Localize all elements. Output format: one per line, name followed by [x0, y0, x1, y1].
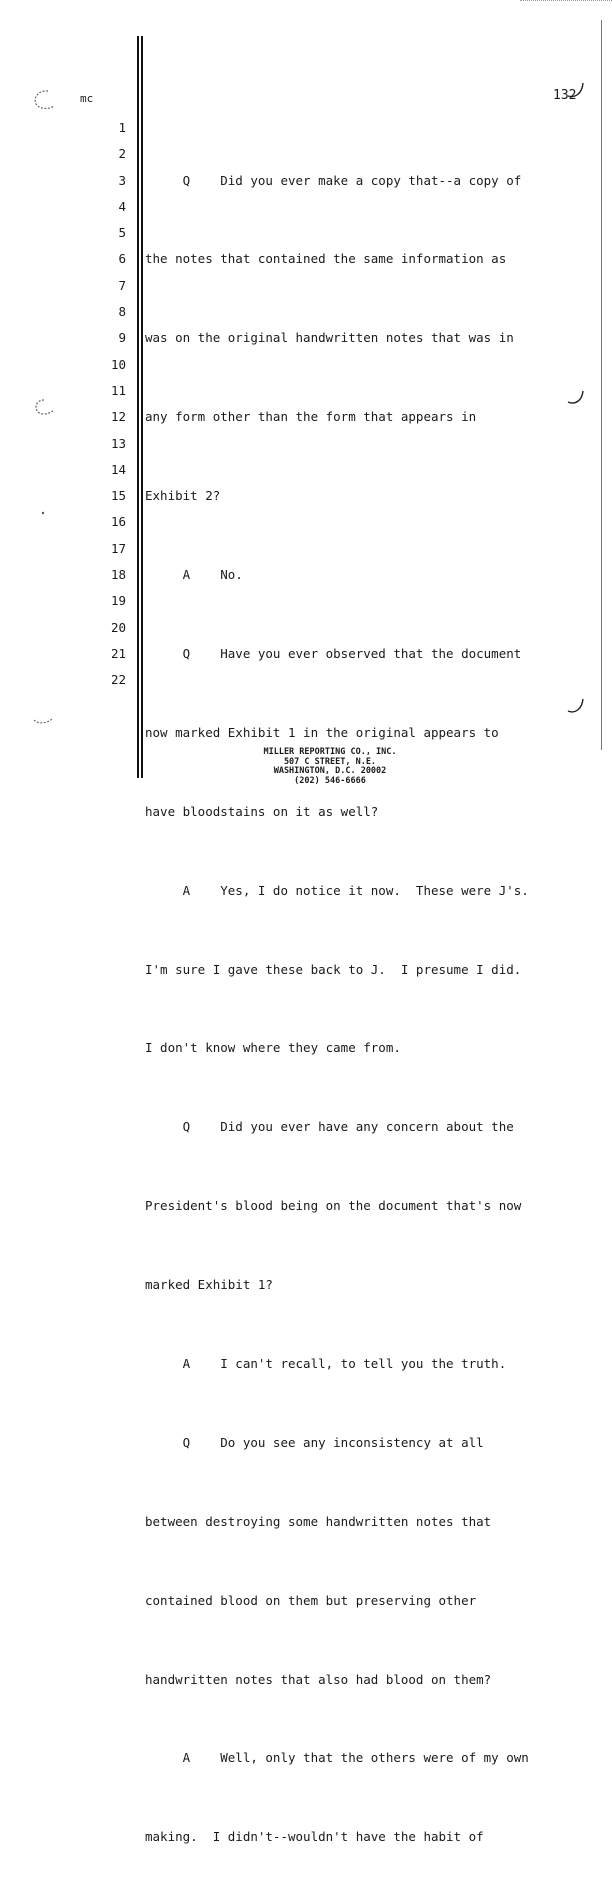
- transcript-line: I don't know where they came from.: [145, 1040, 401, 1056]
- page-corner-curl-middle: [565, 388, 587, 408]
- transcript-line: Exhibit 2?: [145, 488, 221, 504]
- line-number: 10: [110, 356, 126, 372]
- transcript-line: between destroying some handwritten notes that: [145, 1513, 492, 1529]
- transcript-line: was on the original handwritten notes that was in: [145, 330, 514, 346]
- transcript-line: have bloodstains on it as well?: [145, 803, 379, 819]
- transcript-line: Q Did you ever make a copy that--a copy of: [145, 172, 522, 188]
- transcript-line: handwritten notes that also had blood on them?: [145, 1671, 492, 1687]
- line-number: 11: [110, 382, 126, 398]
- transcript-line: Q Did you ever have any concern about the: [145, 1119, 514, 1135]
- transcript-line: marked Exhibit 1?: [145, 1277, 273, 1293]
- transcript-line: A Yes, I do notice it now. These were J's.: [145, 882, 529, 898]
- speck-mark: [40, 510, 46, 516]
- binder-hole-mark-top: [30, 88, 60, 112]
- transcript-line: now marked Exhibit 1 in the original appears to: [145, 724, 499, 740]
- line-number: 2: [118, 146, 126, 162]
- line-number-column: [102, 115, 126, 694]
- line-number: 17: [110, 540, 126, 556]
- line-number: 3: [118, 172, 126, 188]
- line-number: 6: [118, 251, 126, 267]
- line-number: 16: [110, 514, 126, 530]
- reporter-initials: mc: [80, 92, 94, 105]
- line-number: 4: [118, 198, 126, 214]
- scan-top-edge: [520, 0, 612, 4]
- line-number: 19: [110, 593, 126, 609]
- binder-hole-mark-middle: [30, 396, 60, 420]
- right-margin-rule: [601, 20, 602, 750]
- transcript-line: A No.: [145, 567, 243, 583]
- transcript-line: contained blood on them but preserving other: [145, 1592, 477, 1608]
- line-number: 5: [118, 225, 126, 241]
- line-number: 14: [110, 461, 126, 477]
- footer-street: 507 C STREET, N.E.: [283, 756, 377, 767]
- footer-phone: (202) 546-6666: [294, 775, 366, 786]
- transcript-line: President's blood being on the document that's now: [145, 1198, 522, 1214]
- transcript-line: A Well, only that the others were of my own: [145, 1750, 529, 1766]
- reporting-company-footer: [240, 748, 420, 786]
- left-margin-rule: [137, 36, 139, 778]
- line-number: 7: [118, 277, 126, 293]
- line-number: 15: [110, 488, 126, 504]
- footer-city: WASHINGTON, D.C. 20002: [273, 766, 387, 776]
- transcript-line: the notes that contained the same information as: [145, 251, 507, 267]
- transcript-line: any form other than the form that appears in: [145, 409, 477, 425]
- line-number: 9: [118, 330, 126, 346]
- transcript-text: [145, 115, 529, 1877]
- transcript-line: making. I didn't--wouldn't have the habit of: [145, 1829, 484, 1845]
- line-number: 12: [110, 409, 126, 425]
- line-number: 22: [110, 672, 126, 688]
- page-corner-curl-bottom: [565, 696, 587, 716]
- line-number: 1: [118, 120, 126, 135]
- transcript-line: I'm sure I gave these back to J. I presume I did.: [145, 961, 522, 977]
- line-number: 21: [110, 645, 126, 661]
- transcript-line: Q Do you see any inconsistency at all: [145, 1434, 484, 1450]
- page-number: 132: [553, 88, 577, 103]
- line-number: 13: [110, 435, 126, 451]
- transcript-line: A I can't recall, to tell you the truth.: [145, 1355, 507, 1371]
- left-margin-rule-inner: [141, 36, 143, 778]
- transcript-line: Q Have you ever observed that the document: [145, 645, 522, 661]
- line-number: 18: [110, 567, 126, 583]
- line-number: 20: [110, 619, 126, 635]
- binder-hole-mark-bottom: [32, 714, 56, 728]
- line-number: 8: [118, 304, 126, 320]
- footer-company: MILLER REPORTING CO., INC.: [263, 747, 397, 757]
